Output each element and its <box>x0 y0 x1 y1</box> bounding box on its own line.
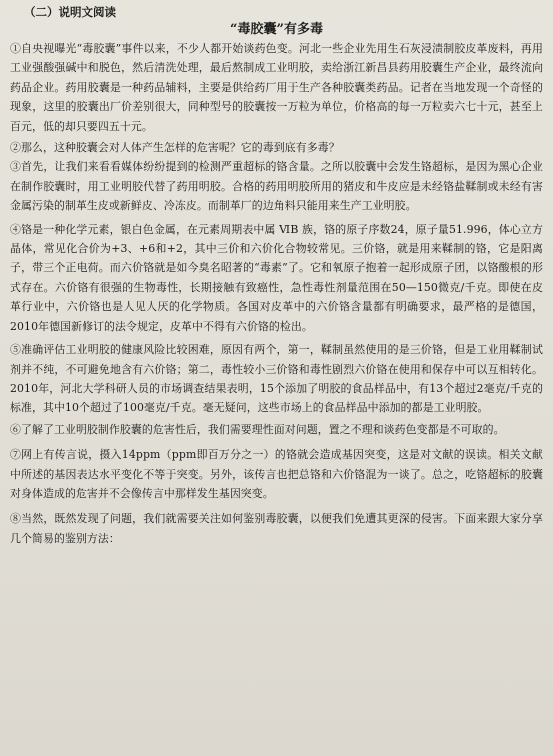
paragraph-6: ⑥了解了工业明胶制作胶囊的危害性后，我们需要理性面对问题，置之不理和谈药色变都是不可取的。 <box>10 422 505 436</box>
paragraph-8: ⑧当然，既然发现了问题，我们就需要关注如何鉴别毒胶囊，以便我们免遭其更深的侵害。下面来跟大家分享几个简易的鉴别方法： <box>10 512 543 545</box>
paragraph-3: ③首先，让我们来看看媒体纷纷提到的检测严重超标的铬含量。之所以胶囊中会发生铬超标，是因为黑心企业在制作胶囊时，用工业明胶代替了药用明胶。合格的药用明胶所用的猪皮和牛皮应是未经铬盐鞣制或未经有害金属污染的制革生皮或新鲜皮、冷冻皮。而制革厂的边角料只能用来生产工业明胶。 <box>10 160 543 213</box>
paragraph-5: ⑤准确评估工业明胶的健康风险比较困难，原因有两个，第一，鞣制虽然使用的是三价铬，但是工业用鞣制试剂并不纯，不可避免地含有六价铬；第二，毒性较小三价铬和毒性剧烈六价铬在使用和保存中可以互相转化。2010年，河北大学科研人员的市场调查结果表明，15个添加了明胶的食品样品中，有13个超过2毫克/千克的标准，其中10个超过了100毫克/千克。毫无疑问，这些市场上的食品样品中添加的都是工业明胶。 <box>10 343 543 415</box>
paragraph-2: ②那么，这种胶囊会对人体产生怎样的危害呢？它的毒到底有多毒？ <box>10 141 340 155</box>
paragraph-1: ①自央视曝光“毒胶囊”事件以来，不少人都开始谈药色变。河北一些企业先用生石灰浸渍制胶皮革废料，再用工业强酸强碱中和脱色，然后清洗处理，最后熬制成工业明胶，卖给浙江新昌县药用胶囊生产企业，最终流向药品企业。药用胶囊是一种药品辅料，主要是供给药厂用于生产各种胶囊类药品。记者在当地发现一个奇怪的现象，这里的胶囊出厂价差别很大，同种型号的胶囊按一万粒为单位，价格高的每一万粒卖六七十元，甚至上百元，低的却只要四五十元。 <box>10 42 543 133</box>
paragraph-7: ⑦网上有传言说，摄入14ppm（ppm即百万分之一）的铬就会造成基因突变，这是对文献的误读。相关文献中所述的基因表达水平变化不等于突变。另外，该传言也把总铬和六价铬混为一谈了。总之，吃铬超标的胶囊对身体造成的危害并不会像传言中那样发生基因突变。 <box>10 448 543 500</box>
section-label: （二）说明文阅读 <box>24 5 116 19</box>
article-title: “毒胶囊”有多毒 <box>230 22 323 37</box>
paragraph-4: ④铬是一种化学元素，银白色金属，在元素周期表中属 ⅥB 族，铬的原子序数24，原子量51.996，体心立方晶体，常见化合价为+3、+6和+2，其中三价和六价化合物较常见。三价铬，就是用来鞣制的铬，它是阳离子，带三个正电荷。而六价铬就是如今臭名昭著的“毒素”了。它和氧原子抱着一起形成原子团，以铬酸根的形式存在。六价铬有很强的生物毒性，长期接触有致癌性，急性毒性剂量范围在50—150微克/千克。即使在皮革行业中，六价铬也是人见人厌的化学物质。各国对皮革中的六价铬含量都有明确要求，最严格的是德国，2010年德国新修订的法令规定，皮革中不得有六价铬的检出。 <box>10 222 543 333</box>
